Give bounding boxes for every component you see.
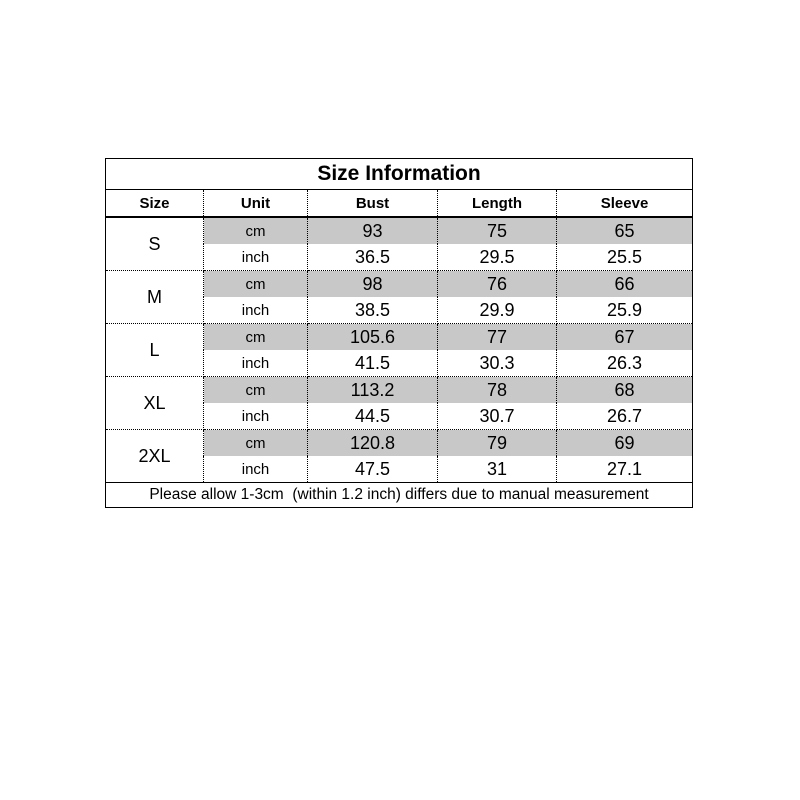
unit-cell: cm [204,377,308,404]
header-unit: Unit [204,190,308,218]
length-cell: 75 [438,217,557,244]
length-cell: 30.3 [438,350,557,377]
bust-cell: 38.5 [308,297,438,324]
sleeve-cell: 26.7 [557,403,693,430]
unit-cell: inch [204,403,308,430]
unit-cell: cm [204,430,308,457]
size-label: XL [106,377,204,430]
length-cell: 29.9 [438,297,557,324]
header-sleeve: Sleeve [557,190,693,218]
bust-cell: 105.6 [308,324,438,351]
measurement-note: Please allow 1-3cm (within 1.2 inch) differs due to manual measurement [106,483,693,508]
table-row [106,271,693,298]
sleeve-cell: 26.3 [557,350,693,377]
table-row [106,217,693,244]
length-cell: 30.7 [438,403,557,430]
size-label: M [106,271,204,324]
unit-cell: inch [204,297,308,324]
sleeve-cell: 25.5 [557,244,693,271]
unit-cell: cm [204,217,308,244]
bust-cell: 44.5 [308,403,438,430]
size-table [105,158,693,508]
bust-cell: 120.8 [308,430,438,457]
sleeve-cell: 67 [557,324,693,351]
bust-cell: 93 [308,217,438,244]
length-cell: 76 [438,271,557,298]
unit-cell: inch [204,244,308,271]
sleeve-cell: 66 [557,271,693,298]
unit-cell: cm [204,324,308,351]
header-size: Size [106,190,204,218]
table-row [106,430,693,457]
length-cell: 31 [438,456,557,483]
unit-cell: inch [204,456,308,483]
header-row [106,190,693,218]
bust-cell: 36.5 [308,244,438,271]
size-information-table [105,158,692,508]
table-row [106,324,693,351]
size-label: L [106,324,204,377]
unit-cell: cm [204,271,308,298]
header-length: Length [438,190,557,218]
sleeve-cell: 69 [557,430,693,457]
bust-cell: 98 [308,271,438,298]
sleeve-cell: 25.9 [557,297,693,324]
bust-cell: 113.2 [308,377,438,404]
length-cell: 79 [438,430,557,457]
table-title: Size Information [106,159,693,190]
size-label: 2XL [106,430,204,483]
sleeve-cell: 68 [557,377,693,404]
table-row [106,377,693,404]
size-table-body [106,217,693,483]
size-label: S [106,217,204,271]
bust-cell: 47.5 [308,456,438,483]
header-bust: Bust [308,190,438,218]
unit-cell: inch [204,350,308,377]
sleeve-cell: 27.1 [557,456,693,483]
length-cell: 78 [438,377,557,404]
length-cell: 29.5 [438,244,557,271]
bust-cell: 41.5 [308,350,438,377]
sleeve-cell: 65 [557,217,693,244]
length-cell: 77 [438,324,557,351]
